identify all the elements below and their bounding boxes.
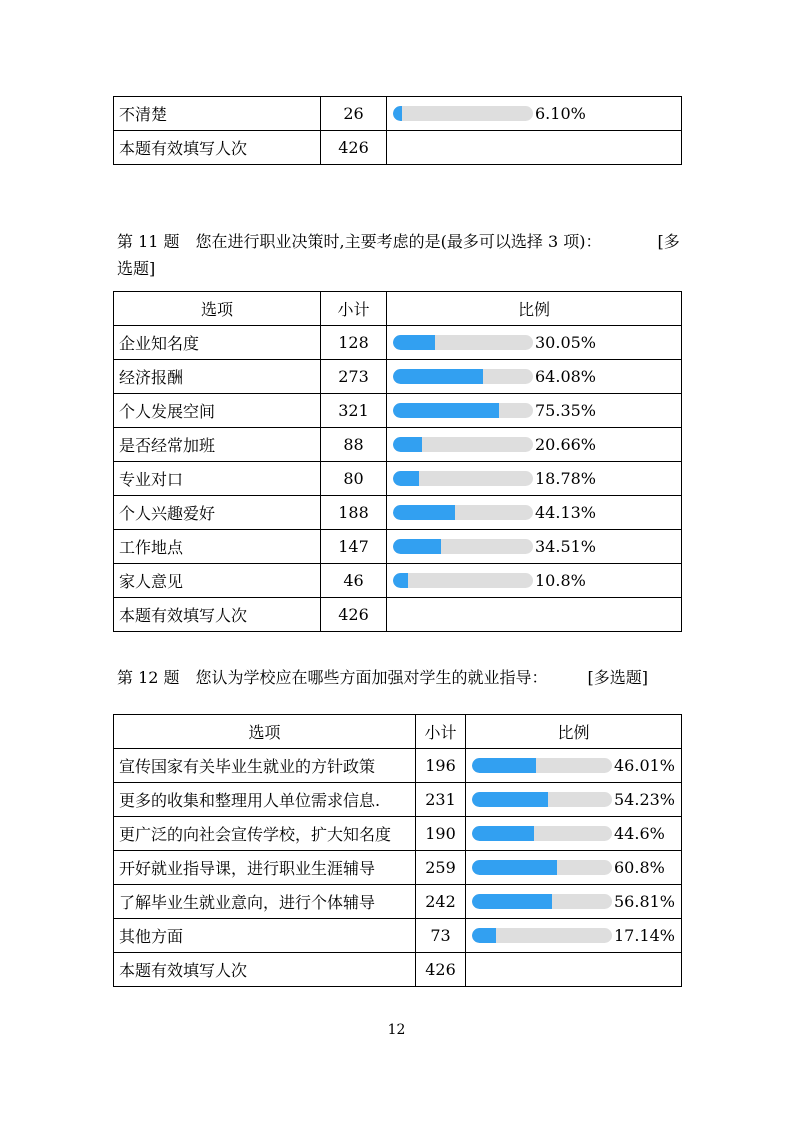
column-header-option: 选项 <box>114 715 416 749</box>
count-cell: 242 <box>416 885 466 919</box>
ratio-bar-fill <box>472 792 548 807</box>
count-cell: 73 <box>416 919 466 953</box>
ratio-cell <box>387 97 682 131</box>
ratio-bar <box>393 401 681 420</box>
ratio-bar-fill <box>393 573 408 588</box>
option-cell: 不清楚 <box>114 97 321 131</box>
ratio-percent-label: 34.51% <box>535 537 597 556</box>
question-11-heading <box>117 228 683 282</box>
ratio-bar-track <box>472 894 612 909</box>
column-header-count: 小计 <box>416 715 466 749</box>
option-cell: 其他方面 <box>114 919 416 953</box>
ratio-cell <box>466 749 682 783</box>
ratio-cell <box>466 851 682 885</box>
option-cell: 本题有效填写人次 <box>114 953 416 987</box>
ratio-bar <box>472 892 681 911</box>
count-cell: 80 <box>321 462 387 496</box>
ratio-cell <box>387 462 682 496</box>
ratio-bar-fill <box>393 369 483 384</box>
table-row <box>114 851 682 885</box>
ratio-bar-fill <box>393 471 419 486</box>
ratio-bar-fill <box>472 758 536 773</box>
ratio-bar-track <box>393 369 533 384</box>
count-cell: 259 <box>416 851 466 885</box>
ratio-bar-track <box>472 860 612 875</box>
ratio-bar-track <box>472 758 612 773</box>
question-12-line-1: 第 12 题 您认为学校应在哪些方面加强对学生的就业指导： [多选题] <box>117 668 649 687</box>
ratio-bar-track <box>393 539 533 554</box>
question-11-line-1: 第 11 题 您在进行职业决策时,主要考虑的是(最多可以选择 3 项)： [多 <box>117 232 680 251</box>
ratio-cell <box>466 817 682 851</box>
table-row <box>114 953 682 987</box>
ratio-percent-label: 18.78% <box>535 469 597 488</box>
ratio-percent-label: 44.6% <box>614 824 665 843</box>
ratio-bar <box>393 537 681 556</box>
ratio-bar-fill <box>472 928 496 943</box>
ratio-percent-label: 17.14% <box>614 926 676 945</box>
count-cell: 231 <box>416 783 466 817</box>
ratio-bar-track <box>393 471 533 486</box>
count-cell: 426 <box>416 953 466 987</box>
count-cell: 190 <box>416 817 466 851</box>
ratio-percent-label: 44.13% <box>535 503 597 522</box>
ratio-cell <box>387 598 682 632</box>
count-cell: 147 <box>321 530 387 564</box>
table-row <box>114 919 682 953</box>
ratio-bar <box>472 790 681 809</box>
ratio-bar-fill <box>393 539 441 554</box>
table-row <box>114 530 682 564</box>
option-cell: 本题有效填写人次 <box>114 598 321 632</box>
ratio-percent-label: 54.23% <box>614 790 676 809</box>
column-header-ratio: 比例 <box>387 292 682 326</box>
ratio-bar-track <box>393 106 533 121</box>
count-cell: 26 <box>321 97 387 131</box>
ratio-bar <box>393 435 681 454</box>
table-row <box>114 749 682 783</box>
ratio-bar-fill <box>472 894 552 909</box>
option-cell: 开好就业指导课，进行职业生涯辅导 <box>114 851 416 885</box>
ratio-bar-fill <box>393 505 455 520</box>
count-cell: 196 <box>416 749 466 783</box>
count-cell: 426 <box>321 131 387 165</box>
ratio-bar-fill <box>393 403 499 418</box>
ratio-cell <box>387 360 682 394</box>
count-cell: 321 <box>321 394 387 428</box>
ratio-bar-track <box>472 928 612 943</box>
ratio-percent-label: 10.8% <box>535 571 586 590</box>
ratio-percent-label: 56.81% <box>614 892 676 911</box>
ratio-cell <box>387 530 682 564</box>
count-cell: 273 <box>321 360 387 394</box>
table-row <box>114 97 682 131</box>
count-cell: 188 <box>321 496 387 530</box>
ratio-cell <box>387 131 682 165</box>
table-row <box>114 885 682 919</box>
ratio-cell <box>387 326 682 360</box>
table-row <box>114 394 682 428</box>
ratio-bar <box>472 926 681 945</box>
question-12-heading <box>117 664 683 691</box>
ratio-bar <box>393 367 681 386</box>
ratio-percent-label: 75.35% <box>535 401 597 420</box>
count-cell: 46 <box>321 564 387 598</box>
ratio-bar <box>393 469 681 488</box>
table-header-row <box>114 715 682 749</box>
table-row <box>114 564 682 598</box>
ratio-bar-fill <box>393 437 422 452</box>
table-row <box>114 817 682 851</box>
ratio-bar <box>393 333 681 352</box>
ratio-bar-track <box>393 505 533 520</box>
ratio-bar-track <box>393 403 533 418</box>
count-cell: 88 <box>321 428 387 462</box>
option-cell: 更广泛的向社会宣传学校，扩大知名度 <box>114 817 416 851</box>
ratio-bar <box>393 571 681 590</box>
ratio-cell <box>387 428 682 462</box>
table-header-row <box>114 292 682 326</box>
column-header-option: 选项 <box>114 292 321 326</box>
ratio-cell <box>387 496 682 530</box>
table-row <box>114 462 682 496</box>
ratio-bar <box>472 756 681 775</box>
ratio-percent-label: 46.01% <box>614 756 676 775</box>
ratio-bar <box>393 104 681 123</box>
ratio-bar-track <box>472 792 612 807</box>
option-cell: 是否经常加班 <box>114 428 321 462</box>
option-cell: 宣传国家有关毕业生就业的方针政策 <box>114 749 416 783</box>
option-cell: 家人意见 <box>114 564 321 598</box>
count-cell: 128 <box>321 326 387 360</box>
survey-table-q11 <box>113 291 682 632</box>
option-cell: 经济报酬 <box>114 360 321 394</box>
ratio-bar-fill <box>393 106 402 121</box>
option-cell: 专业对口 <box>114 462 321 496</box>
table-row <box>114 783 682 817</box>
option-cell: 了解毕业生就业意向，进行个体辅导 <box>114 885 416 919</box>
ratio-bar-track <box>472 826 612 841</box>
ratio-percent-label: 20.66% <box>535 435 597 454</box>
question-11-line-2: 选题] <box>117 259 156 278</box>
ratio-bar <box>393 503 681 522</box>
option-cell: 更多的收集和整理用人单位需求信息. <box>114 783 416 817</box>
ratio-cell <box>466 953 682 987</box>
ratio-bar-fill <box>472 826 534 841</box>
ratio-bar-track <box>393 335 533 350</box>
ratio-bar-fill <box>393 335 435 350</box>
ratio-bar <box>472 858 681 877</box>
ratio-percent-label: 64.08% <box>535 367 597 386</box>
ratio-cell <box>466 919 682 953</box>
option-cell: 个人兴趣爱好 <box>114 496 321 530</box>
table-row <box>114 326 682 360</box>
ratio-percent-label: 6.10% <box>535 104 586 123</box>
option-cell: 企业知名度 <box>114 326 321 360</box>
table-row <box>114 598 682 632</box>
column-header-count: 小计 <box>321 292 387 326</box>
survey-table-q12 <box>113 714 682 987</box>
ratio-bar-fill <box>472 860 557 875</box>
option-cell: 本题有效填写人次 <box>114 131 321 165</box>
column-header-ratio: 比例 <box>466 715 682 749</box>
survey-table-continued <box>113 96 682 165</box>
count-cell: 426 <box>321 598 387 632</box>
ratio-cell <box>466 885 682 919</box>
ratio-bar-track <box>393 573 533 588</box>
option-cell: 个人发展空间 <box>114 394 321 428</box>
ratio-percent-label: 60.8% <box>614 858 665 877</box>
ratio-cell <box>466 783 682 817</box>
ratio-cell <box>387 564 682 598</box>
ratio-percent-label: 30.05% <box>535 333 597 352</box>
table-row <box>114 131 682 165</box>
ratio-bar <box>472 824 681 843</box>
table-row <box>114 496 682 530</box>
table-row <box>114 360 682 394</box>
ratio-cell <box>387 394 682 428</box>
ratio-bar-track <box>393 437 533 452</box>
option-cell: 工作地点 <box>114 530 321 564</box>
page-number: 12 <box>387 1022 406 1038</box>
table-row <box>114 428 682 462</box>
